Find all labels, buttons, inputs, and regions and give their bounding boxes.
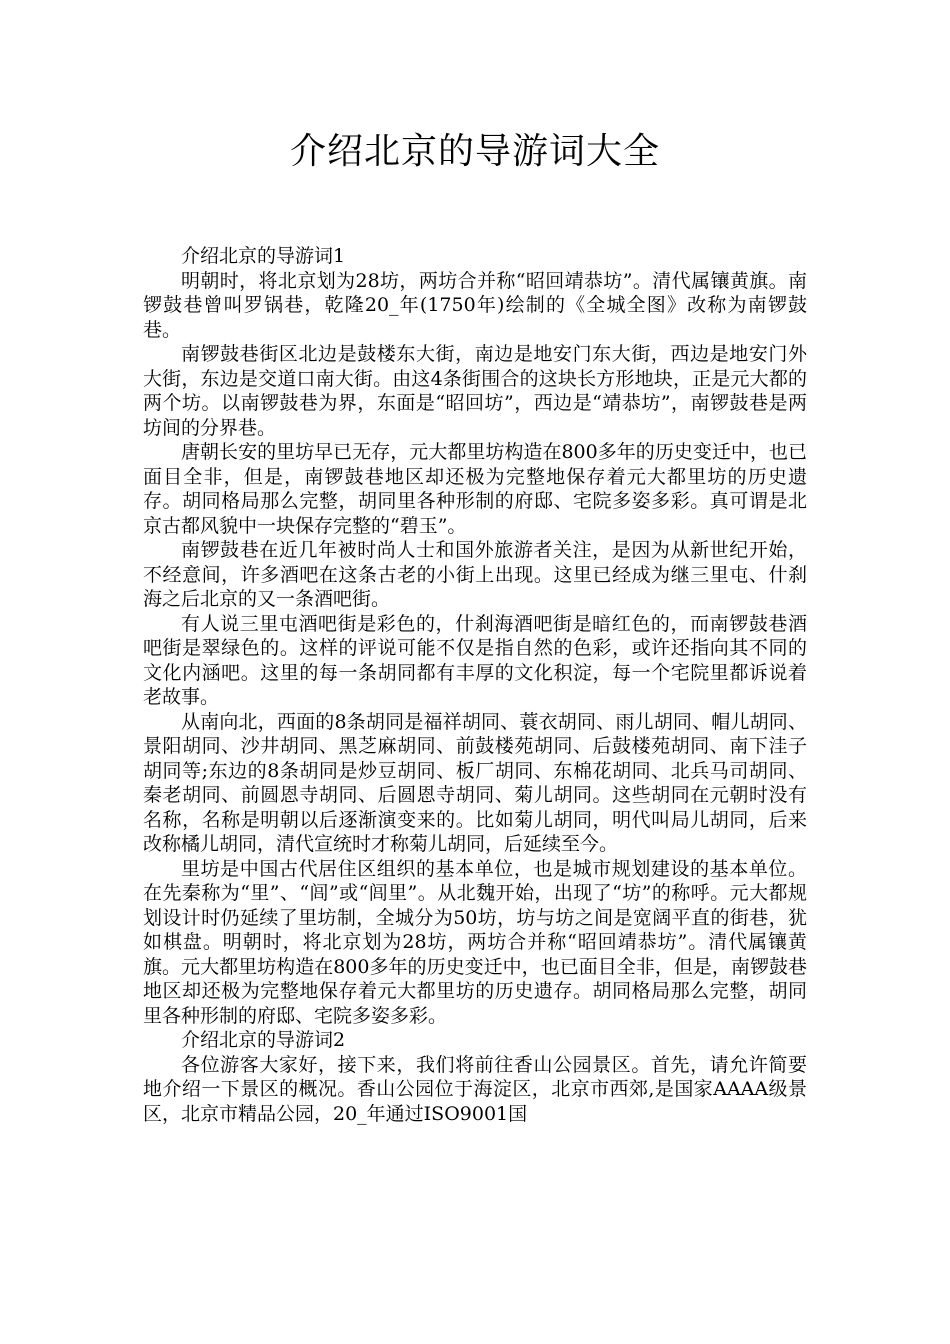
- paragraph: 南锣鼓巷街区北边是鼓楼东大街，南边是地安门东大街，西边是地安门外大街，东边是交道口南大街。由这4条街围合的这块长方形地块，正是元大都的两个坊。以南锣鼓巷为界，东面是“昭回坊”，西边是“靖恭坊”，南锣鼓巷是两坊间的分界巷。: [143, 343, 807, 439]
- section-heading: 介绍北京的导游词2: [181, 1029, 346, 1051]
- document-body: [143, 244, 807, 1126]
- document-title: 介绍北京的导游词大全: [289, 131, 660, 172]
- paragraph: 有人说三里屯酒吧街是彩色的，什刹海酒吧街是暗红色的，而南锣鼓巷酒吧街是翠绿色的。这样的评说可能不仅是指自然的色彩，或许还指向其不同的文化内涵吧。这里的每一条胡同都有丰厚的文化积淀，每一个宅院里都诉说着老故事。: [143, 612, 807, 708]
- paragraph: 南锣鼓巷在近几年被时尚人士和国外旅游者关注，是因为从新世纪开始，不经意间，许多酒吧在这条古老的小街上出现。这里已经成为继三里屯、什刹海之后北京的又一条酒吧街。: [143, 539, 807, 610]
- paragraph: 唐朝长安的里坊早已无存，元大都里坊构造在800多年的历史变迁中，也已面目全非，但是，南锣鼓巷地区却还极为完整地保存着元大都里坊的历史遗存。胡同格局那么完整，胡同里各种形制的府邸、宅院多姿多彩。真可谓是北京古都风貌中一块保存完整的“碧玉”。: [143, 441, 807, 537]
- section-heading: 介绍北京的导游词1: [181, 245, 346, 267]
- paragraph: 里坊是中国古代居住区组织的基本单位，也是城市规划建设的基本单位。在先秦称为“里”、“闾”或“闾里”。从北魏开始，出现了“坊”的称呼。元大都规划设计时仍延续了里坊制，全城分为50坊，坊与坊之间是宽阔平直的街巷，犹如棋盘。明朝时，将北京划为28坊，两坊合并称“昭回靖恭坊”。清代属镶黄旗。元大都里坊构造在800多年的历史变迁中，也已面目全非，但是，南锣鼓巷地区却还极为完整地保存着元大都里坊的历史遗存。胡同格局那么完整，胡同里各种形制的府邸、宅院多姿多彩。: [143, 857, 807, 1027]
- paragraph: 明朝时，将北京划为28坊，两坊合并称“昭回靖恭坊”。清代属镶黄旗。南锣鼓巷曾叫罗锅巷，乾隆20_年(1750年)绘制的《全城全图》改称为南锣鼓巷。: [143, 269, 807, 341]
- paragraph: 从南向北，西面的8条胡同是福祥胡同、蓑衣胡同、雨儿胡同、帽儿胡同、景阳胡同、沙井胡同、黑芝麻胡同、前鼓楼苑胡同、后鼓楼苑胡同、南下洼子胡同等;东边的8条胡同是炒豆胡同、板厂胡同、东棉花胡同、北兵马司胡同、秦老胡同、前圆恩寺胡同、后圆恩寺胡同、菊儿胡同。这些胡同在元朝时没有名称，名称是明朝以后逐渐演变来的。比如菊儿胡同，明代叫局儿胡同，后来改称橘儿胡同，清代宣统时才称菊儿胡同，后延续至今。: [143, 710, 807, 855]
- paragraph: 各位游客大家好，接下来，我们将前往香山公园景区。首先，请允许简要地介绍一下景区的概况。香山公园位于海淀区，北京市西郊,是国家AAAA级景区，北京市精品公园，20_年通过ISO9001国: [143, 1053, 807, 1125]
